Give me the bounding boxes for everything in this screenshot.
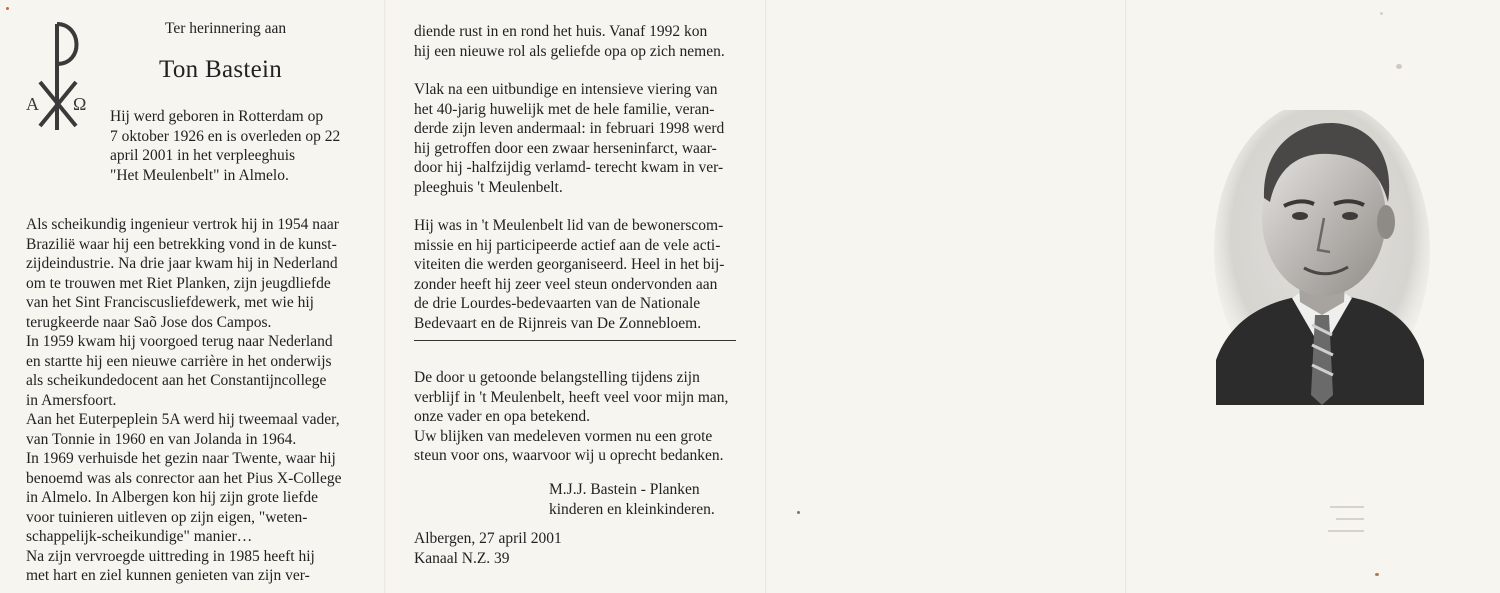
thanks-line: onze vader en opa betekend. [414, 408, 591, 425]
alpha-letter: A [26, 94, 39, 114]
middle-text [414, 22, 736, 333]
para3-line: de drie Lourdes-bedevaarten van de Nationale [414, 295, 701, 312]
para2-line: hij getroffen door een zwaar herseninfarct, waar- [414, 139, 717, 157]
portrait-photo [1212, 110, 1432, 410]
deceased-name: Ton Bastein [159, 56, 283, 83]
bio-line: Als scheikundig ingenieur vertrok hij in 1954 naar [26, 216, 339, 233]
signature-line: M.J.J. Bastein - Planken [549, 481, 700, 498]
intro-line: 7 oktober 1926 en is overleden op 22 [110, 127, 341, 145]
divider-line [414, 340, 736, 341]
signature [549, 480, 715, 519]
para2-line: door hij -halfzijdig verlamd- terecht kwam in ver- [414, 159, 724, 176]
intro-text [110, 107, 347, 185]
para3-line: viteiten die werden georganiseerd. Heel in het bij- [414, 256, 725, 273]
intro-line: "Het Meulenbelt" in Almelo. [110, 166, 289, 184]
intro-line: april 2001 in het verpleeghuis [110, 147, 296, 164]
bio-line: in Amersfoort. [26, 391, 117, 409]
bio-line: benoemd was als conrector aan het Pius X-College [26, 469, 342, 487]
paper-speck [1375, 573, 1379, 576]
signature-line: kinderen en kleinkinderen. [549, 500, 715, 518]
omega-letter: Ω [73, 94, 87, 114]
sender-address [414, 529, 562, 568]
paper-speck [1396, 64, 1402, 69]
fold-line [765, 0, 767, 593]
bio-line: als scheikundedocent aan het Constantijncollege [26, 372, 327, 389]
paper-speck [797, 511, 800, 514]
thanks-line: verblijf in 't Meulenbelt, heeft veel voor mijn man, [414, 388, 729, 406]
para2-line: derde zijn leven andermaal: in februari 1998 werd [414, 120, 725, 137]
bio-line: schappelijk-scheikundige" manier… [26, 528, 253, 545]
chi-rho-alpha-omega-icon [24, 20, 90, 135]
street-address: Kanaal N.Z. 39 [414, 549, 510, 567]
thanks-line: steun voor ons, waarvoor wij u oprecht bedanken. [414, 447, 724, 464]
bio-line: Aan het Euterpeplein 5A werd hij tweemaal vader, [26, 411, 340, 428]
paper-speck [1380, 12, 1383, 15]
para3-line: zonder heeft hij zeer veel steun ondervonden aan [414, 275, 718, 293]
bio-line: In 1969 verhuisde het gezin naar Twente, waar hij [26, 450, 336, 467]
para2-line: Vlak na een uitbundige en intensieve viering van [414, 81, 718, 98]
bio-line: In 1959 kwam hij voorgoed terug naar Nederland [26, 333, 333, 350]
bio-line: Brazilië waar hij een betrekking vond in de kunst- [26, 235, 337, 253]
para2-line: het 40-jarig huwelijk met de hele familie, veran- [414, 100, 715, 118]
bio-line: Na zijn vervroegde uittreding in 1985 heeft hij [26, 547, 315, 565]
bio-line: van Tonnie in 1960 en van Jolanda in 1964. [26, 430, 297, 448]
biography-text [26, 215, 348, 586]
para3-line: Hij was in 't Meulenbelt lid van de bewonerscom- [414, 217, 724, 234]
show-through-marks [1318, 500, 1378, 560]
thanks-text [414, 368, 736, 466]
fold-line [384, 0, 386, 593]
paper-speck [6, 7, 9, 10]
bio-line: zijdeindustrie. Na drie jaar kwam hij in Nederland [26, 255, 338, 272]
intro-line: Hij werd geboren in Rotterdam op [110, 108, 324, 125]
para1-line: hij een nieuwe rol als geliefde opa op zich nemen. [414, 42, 725, 60]
bio-line: in Almelo. In Albergen kon hij zijn grote liefde [26, 489, 319, 506]
bio-line: om te trouwen met Riet Planken, zijn jeugdliefde [26, 274, 331, 292]
para3-line: Bedevaart en de Rijnreis van De Zonnebloem. [414, 314, 702, 332]
bio-line: terugkeerde naar Saõ Jose dos Campos. [26, 313, 272, 331]
bio-line: en startte hij een nieuwe carrière in het onderwijs [26, 352, 332, 370]
para3-line: missie en hij participeerde actief aan de vele acti- [414, 236, 721, 254]
para2-line: pleeghuis 't Meulenbelt. [414, 178, 563, 196]
para1-line: diende rust in en rond het huis. Vanaf 1992 kon [414, 23, 708, 40]
thanks-line: Uw blijken van medeleven vormen nu een grote [414, 427, 713, 445]
fold-line [1125, 0, 1127, 593]
place-date: Albergen, 27 april 2001 [414, 530, 562, 547]
heading-small: Ter herinnering aan [165, 20, 287, 37]
bio-line: van het Sint Franciscusliefdewerk, met wie hij [26, 294, 314, 311]
thanks-line: De door u getoonde belangstelling tijdens zijn [414, 369, 700, 386]
bio-line: voor tuinieren uitleven op zijn eigen, "weten- [26, 508, 308, 526]
bio-line: met hart en ziel kunnen genieten van zijn ver- [26, 567, 310, 584]
